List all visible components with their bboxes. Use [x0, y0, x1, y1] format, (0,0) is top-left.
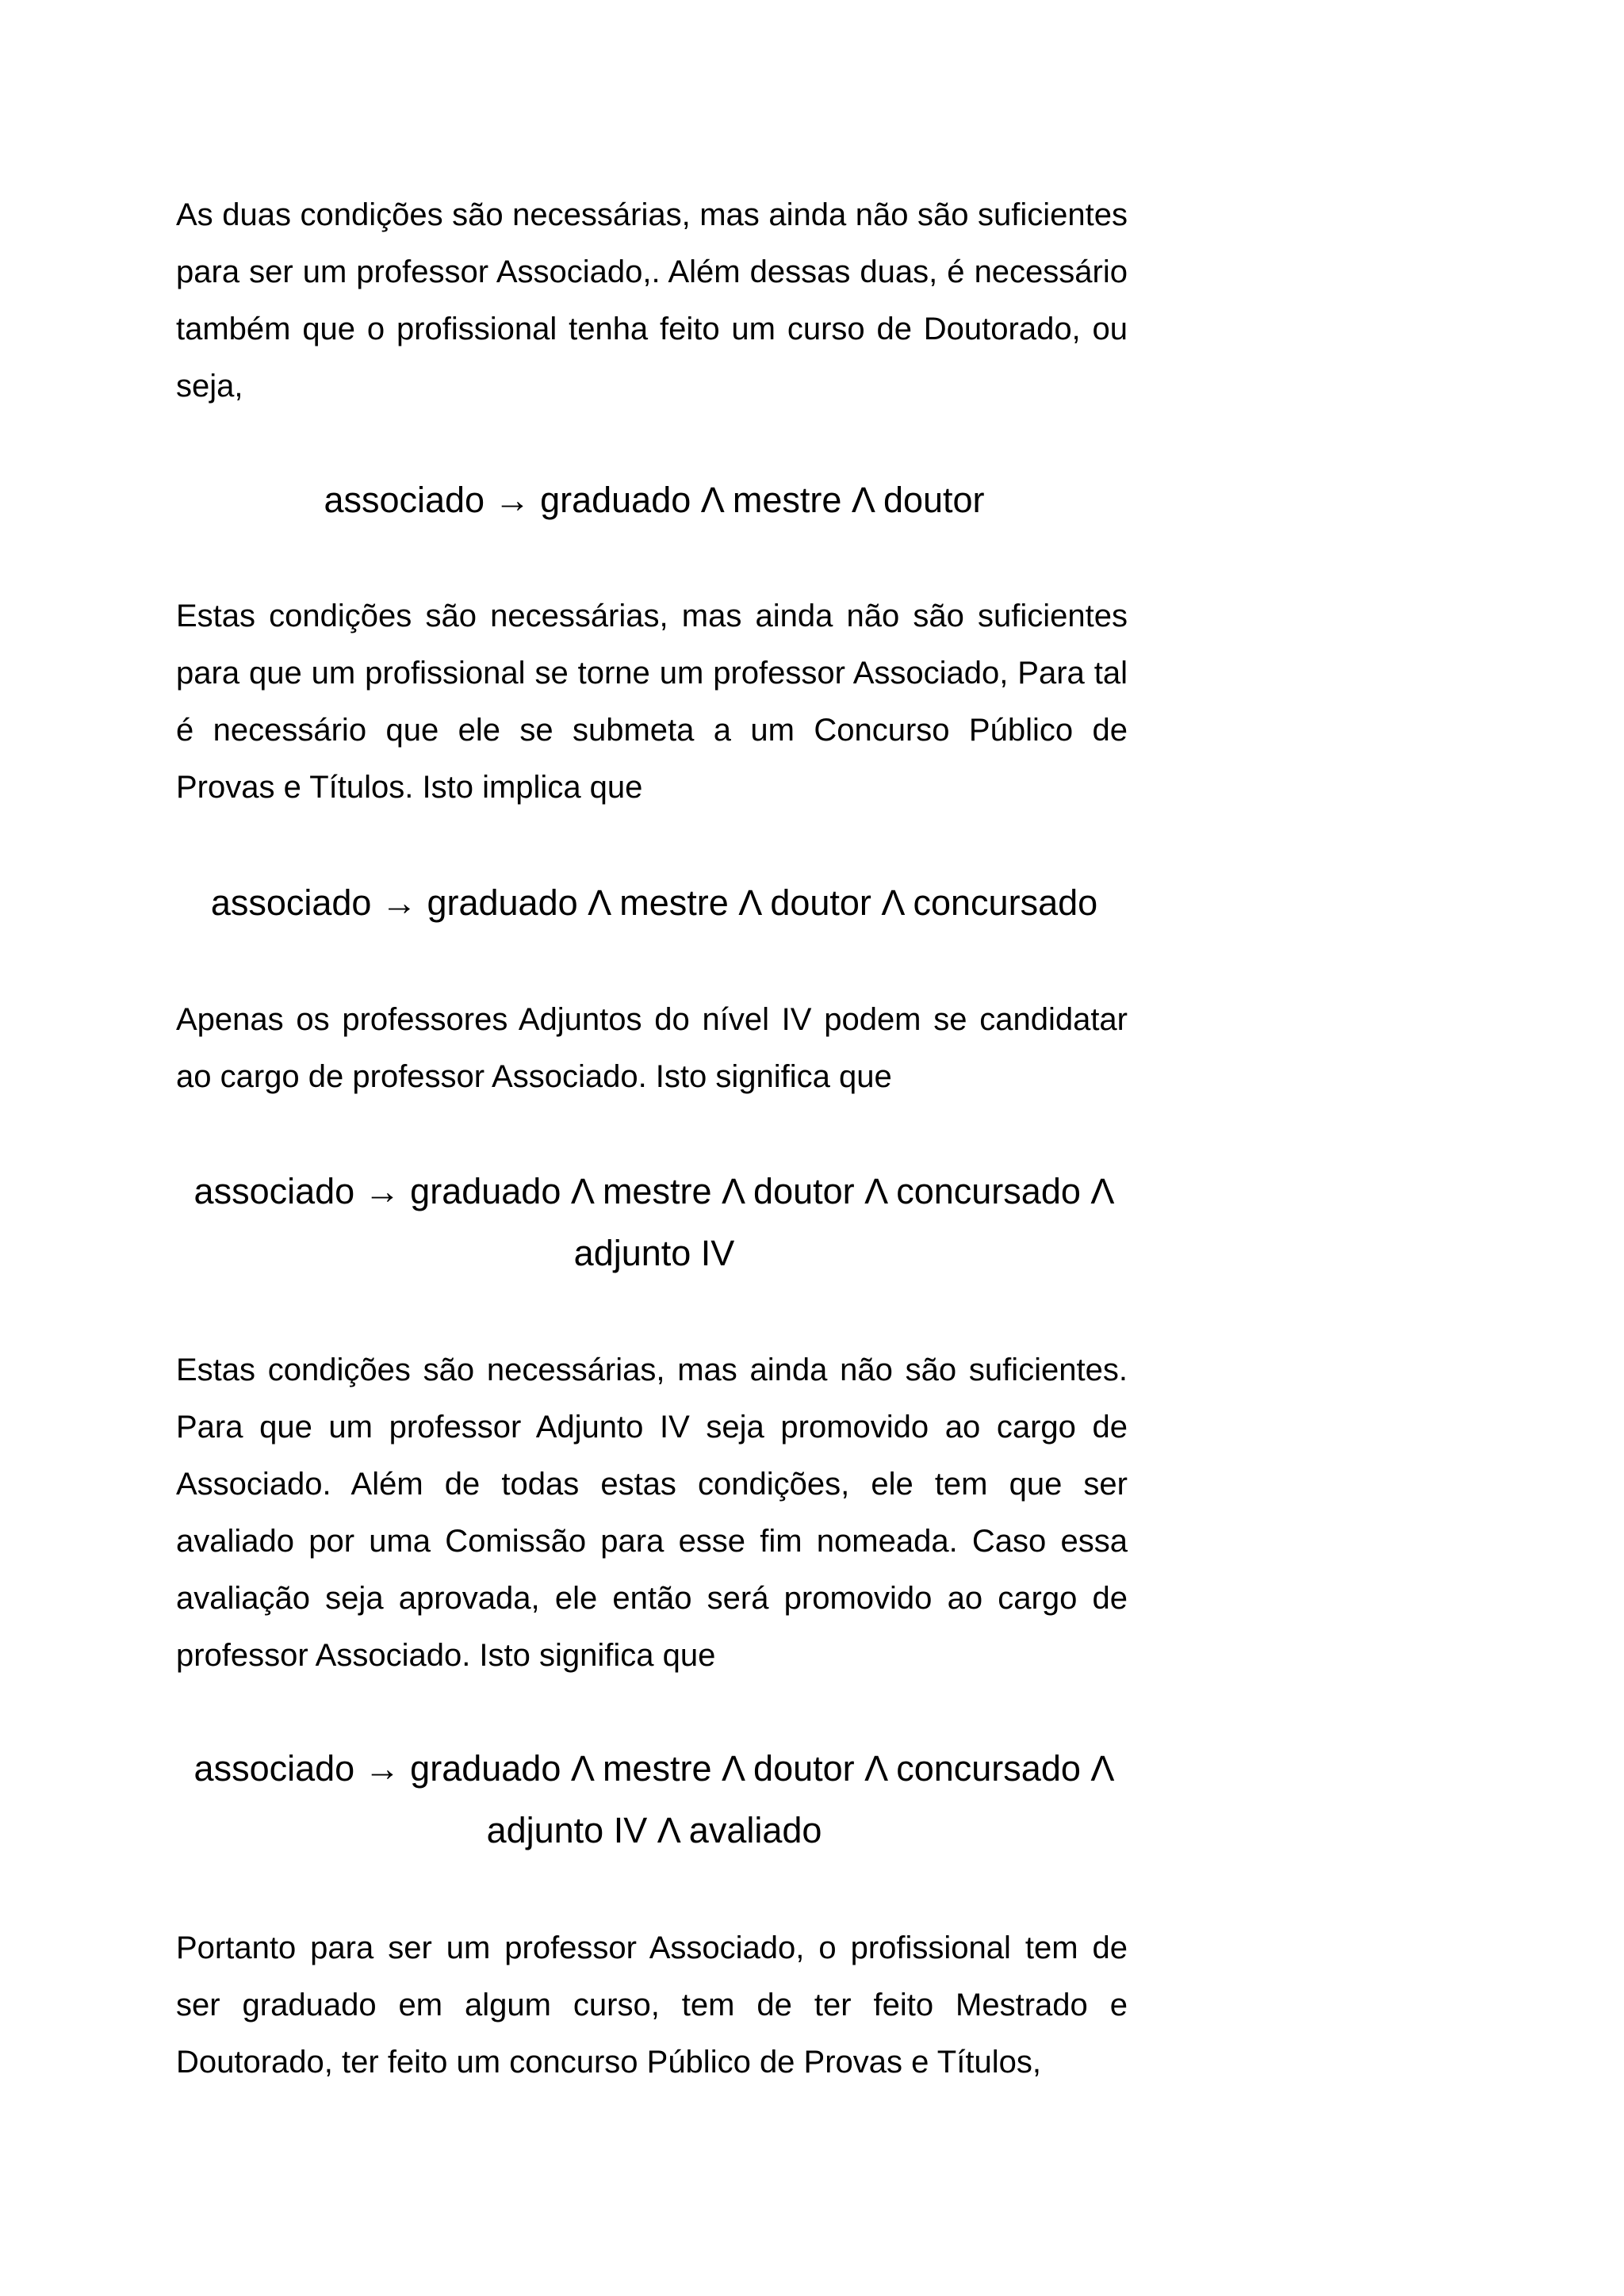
paragraph-2: Estas condições são necessárias, mas ainda não são suficientes para que um profissional se torne um professor Associado, Para tal é necessário que ele se submeta a um Concurso Público de Provas e Títulos. Isto implica que	[176, 599, 1128, 805]
paragraph-3: Apenas os professores Adjuntos do nível IV podem se candidatar ao cargo de professor Associado. Isto significa que	[176, 1002, 1128, 1094]
formula-3-line-2: adjunto IV	[573, 1233, 735, 1273]
paragraph-1: As duas condições são necessárias, mas ainda não são suficientes para ser um professor Associado,. Além dessas duas, é necessário também que o profissional tenha feito um curso de Doutorado, ou seja,	[176, 197, 1128, 404]
formula-3-line-1: associado → graduado Λ mestre Λ doutor Λ concursado Λ	[193, 1171, 1115, 1211]
formula-4-line-1: associado → graduado Λ mestre Λ doutor Λ concursado Λ	[193, 1748, 1115, 1789]
paragraph-4: Estas condições são necessárias, mas ainda não são suficientes. Para que um professor Adjunto IV seja promovido ao cargo de Associado. Além de todas estas condições, ele tem que ser avaliado por uma Comissão para esse fim nomeada. Caso essa avaliação seja aprovada, ele então será promovido ao cargo de professor Associado. Isto significa que	[176, 1353, 1128, 1673]
formula-2: associado → graduado Λ mestre Λ doutor Λ concursado	[210, 882, 1098, 923]
paragraph-5: Portanto para ser um professor Associado, o profissional tem de ser graduado em algum curso, tem de ter feito Mestrado e Doutorado, ter feito um concurso Público de Provas e Títulos,	[176, 1931, 1128, 2080]
formula-1: associado → graduado Λ mestre Λ doutor	[324, 480, 985, 520]
formula-4-line-2: adjunto IV Λ avaliado	[486, 1810, 822, 1850]
